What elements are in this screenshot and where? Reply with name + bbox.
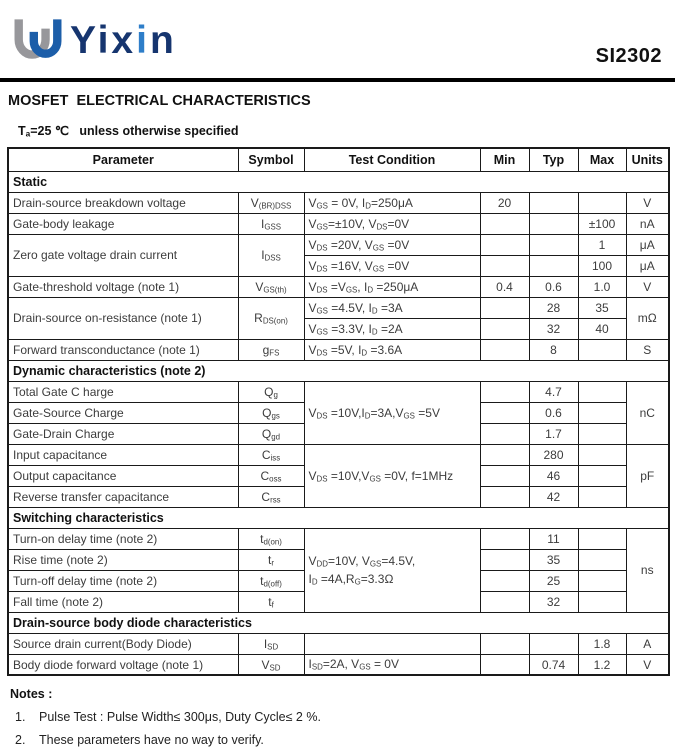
cell-units: μA — [626, 255, 669, 276]
cell-typ: 35 — [529, 549, 578, 570]
section-row — [8, 612, 669, 633]
spec-row — [8, 276, 669, 297]
cell-max — [578, 549, 626, 570]
cell-min — [480, 570, 529, 591]
cell-min — [480, 549, 529, 570]
spec-row — [8, 297, 669, 318]
cell-symbol: $Q_{gs}$ — [238, 402, 304, 423]
page-header — [0, 0, 675, 70]
cell-max: 1.8 — [578, 633, 626, 654]
part-number: SI2302 — [595, 45, 662, 67]
note-item — [10, 733, 675, 747]
cell-max: 1 — [578, 234, 626, 255]
col-header-parameter: Parameter — [8, 148, 238, 171]
cell-max — [578, 381, 626, 402]
cell-typ: 1.7 — [529, 423, 578, 444]
note-text: Pulse Test : Pulse Width≤ 300μs, Duty Cycle≤ 2 %. — [39, 710, 321, 725]
cell-min — [480, 234, 529, 255]
cell-symbol: $Q_{gd}$ — [238, 423, 304, 444]
cell-typ: 28 — [529, 297, 578, 318]
brand-letter: x — [111, 19, 137, 62]
cell-max: 40 — [578, 318, 626, 339]
section-label: Dynamic characteristics (note 2) — [8, 360, 669, 381]
cell-max — [578, 402, 626, 423]
cell-max: ±100 — [578, 213, 626, 234]
cell-cond: $V_{GS} =4.5V$, $I_D =3A$ — [304, 297, 480, 318]
cell-typ: 25 — [529, 570, 578, 591]
cell-max: 100 — [578, 255, 626, 276]
cell-units: ns — [626, 528, 669, 612]
col-header-typ: Typ — [529, 148, 578, 171]
cell-cond: $V_{GS}=\pm 10V$, $V_{DS}=0V$ — [304, 213, 480, 234]
cell-units: nC — [626, 381, 669, 444]
cell-typ: 32 — [529, 591, 578, 612]
cell-symbol: $C_{rss}$ — [238, 486, 304, 507]
cell-max — [578, 591, 626, 612]
note-item — [10, 710, 675, 724]
cell-min — [480, 423, 529, 444]
cell-cond — [304, 633, 480, 654]
cell-units: pF — [626, 444, 669, 507]
cell-min — [480, 654, 529, 675]
cell-units: S — [626, 339, 669, 360]
section-row — [8, 171, 669, 192]
brand-letter: Y — [70, 19, 98, 62]
cell-symbol: $t_{d(on)}$ — [238, 528, 304, 549]
cell-min — [480, 633, 529, 654]
cell-symbol: $V_{(BR)DSS}$ — [238, 192, 304, 213]
col-header-units: Units — [626, 148, 669, 171]
cell-cond: $V_{DS} =16V$, $V_{GS} =0V$ — [304, 255, 480, 276]
cell-symbol: $t_f$ — [238, 591, 304, 612]
note-text: These parameters have no way to verify. — [39, 733, 264, 748]
cell-param: Rise time (note 2) — [8, 549, 238, 570]
cell-typ: 32 — [529, 318, 578, 339]
cell-max: 1.0 — [578, 276, 626, 297]
cell-cond: $V_{GS} = 0V$, $I_D=250\mu A$ — [304, 192, 480, 213]
cell-units: mΩ — [626, 297, 669, 339]
cell-param: Gate-Drain Charge — [8, 423, 238, 444]
cell-max — [578, 528, 626, 549]
cell-symbol: $g_{FS}$ — [238, 339, 304, 360]
cell-param: Output capacitance — [8, 465, 238, 486]
cell-min — [480, 381, 529, 402]
cell-typ: 46 — [529, 465, 578, 486]
table-header-row — [8, 148, 669, 171]
cell-typ: 8 — [529, 339, 578, 360]
cell-max — [578, 444, 626, 465]
cell-param: Total Gate C harge — [8, 381, 238, 402]
section-row — [8, 507, 669, 528]
cell-param: Fall time (note 2) — [8, 591, 238, 612]
notes-section — [10, 687, 675, 747]
col-header-symbol: Symbol — [238, 148, 304, 171]
cell-param: Reverse transfer capacitance — [8, 486, 238, 507]
cell-min — [480, 297, 529, 318]
cell-symbol: $t_r$ — [238, 549, 304, 570]
spec-row — [8, 528, 669, 549]
cell-symbol: $C_{oss}$ — [238, 465, 304, 486]
cell-typ: 280 — [529, 444, 578, 465]
cell-max — [578, 423, 626, 444]
cell-typ: 0.6 — [529, 402, 578, 423]
cell-cond: $I_{SD}=2A$, $V_{GS} = 0V$ — [304, 654, 480, 675]
cell-cond: $V_{DS} =10V,V_{GS} =0V$, f=1MHz — [304, 444, 480, 507]
cell-min — [480, 444, 529, 465]
note-number: 1. — [15, 710, 26, 725]
col-header-max: Max — [578, 148, 626, 171]
cell-max — [578, 339, 626, 360]
spec-row — [8, 339, 669, 360]
cell-typ — [529, 192, 578, 213]
cell-cond: $V_{DS} =V_{GS}$, $I_D =250\mu A$ — [304, 276, 480, 297]
cell-max — [578, 570, 626, 591]
cell-min — [480, 591, 529, 612]
cell-min — [480, 486, 529, 507]
cell-typ: 11 — [529, 528, 578, 549]
cell-symbol: $V_{SD}$ — [238, 654, 304, 675]
cell-max — [578, 465, 626, 486]
col-header-min: Min — [480, 148, 529, 171]
cell-typ — [529, 255, 578, 276]
cell-min — [480, 318, 529, 339]
spec-row — [8, 633, 669, 654]
cell-units: V — [626, 192, 669, 213]
cell-cond: $V_{DD}=10V$, $V_{GS}=4.5V$, $I_D =4A,R_G=3.3\Omega$ — [304, 528, 480, 612]
cell-units: nA — [626, 213, 669, 234]
cell-units: V — [626, 276, 669, 297]
cell-min: 20 — [480, 192, 529, 213]
cell-units: A — [626, 633, 669, 654]
cell-min — [480, 213, 529, 234]
brand-letter: i — [136, 19, 150, 62]
cell-min — [480, 402, 529, 423]
cell-param: Input capacitance — [8, 444, 238, 465]
cell-cond: $V_{DS} =10V,I_D=3A,V_{GS} =5V$ — [304, 381, 480, 444]
cell-symbol: $C_{iss}$ — [238, 444, 304, 465]
cell-param: Drain-source breakdown voltage — [8, 192, 238, 213]
spec-row — [8, 234, 669, 255]
spec-row — [8, 444, 669, 465]
cell-param: Source drain current(Body Diode) — [8, 633, 238, 654]
page-title: MOSFET ELECTRICAL CHARACTERISTICS — [8, 93, 311, 109]
notes-title: Notes : — [10, 687, 53, 702]
cell-param: Turn-on delay time (note 2) — [8, 528, 238, 549]
cell-typ: 42 — [529, 486, 578, 507]
cell-cond: $V_{GS} =3.3V$, $I_D =2A$ — [304, 318, 480, 339]
section-label: Drain-source body diode characteristics — [8, 612, 669, 633]
cell-param: Forward transconductance (note 1) — [8, 339, 238, 360]
spec-row — [8, 381, 669, 402]
cell-param: Turn-off delay time (note 2) — [8, 570, 238, 591]
cell-param: Gate-Source Charge — [8, 402, 238, 423]
cell-param: Body diode forward voltage (note 1) — [8, 654, 238, 675]
spec-table-body — [8, 171, 669, 675]
cell-typ: 4.7 — [529, 381, 578, 402]
cell-max — [578, 486, 626, 507]
cell-min — [480, 465, 529, 486]
cell-units: V — [626, 654, 669, 675]
cell-min — [480, 255, 529, 276]
cell-min: 0.4 — [480, 276, 529, 297]
col-header-test-condition: Test Condition — [304, 148, 480, 171]
cell-param: Zero gate voltage drain current — [8, 234, 238, 276]
cell-symbol: $R_{DS(on)}$ — [238, 297, 304, 339]
cell-min — [480, 339, 529, 360]
cell-cond: $V_{DS} =5V$, $I_D =3.6A$ — [304, 339, 480, 360]
cell-symbol: $I_{GSS}$ — [238, 213, 304, 234]
spec-row — [8, 213, 669, 234]
cell-param: Gate-body leakage — [8, 213, 238, 234]
cell-param: Drain-source on-resistance (note 1) — [8, 297, 238, 339]
note-number: 2. — [15, 733, 26, 748]
cell-symbol: $Q_g$ — [238, 381, 304, 402]
brand-letter: n — [149, 19, 177, 62]
cell-param: Gate-threshold voltage (note 1) — [8, 276, 238, 297]
cell-symbol: $t_{d(off)}$ — [238, 570, 304, 591]
spec-row — [8, 192, 669, 213]
cell-max: 1.2 — [578, 654, 626, 675]
cell-typ: 0.74 — [529, 654, 578, 675]
yixin-u-logo-icon — [12, 14, 64, 70]
test-condition-note: $T_a=25$ ℃ unless otherwise specified — [18, 124, 239, 139]
section-label: Static — [8, 171, 669, 192]
cell-max — [578, 192, 626, 213]
spec-row — [8, 654, 669, 675]
header-divider — [0, 78, 675, 82]
cell-symbol: $I_{DSS}$ — [238, 234, 304, 276]
cell-symbol: $I_{SD}$ — [238, 633, 304, 654]
cell-typ — [529, 213, 578, 234]
cell-typ — [529, 234, 578, 255]
brand-wordmark — [70, 14, 177, 68]
cell-min — [480, 528, 529, 549]
cell-cond: $V_{DS} =20V$, $V_{GS} =0V$ — [304, 234, 480, 255]
brand-logo — [12, 14, 177, 70]
section-row — [8, 360, 669, 381]
brand-letter: i — [97, 19, 112, 62]
cell-typ — [529, 633, 578, 654]
cell-max: 35 — [578, 297, 626, 318]
cell-symbol: $V_{GS(th)}$ — [238, 276, 304, 297]
cell-units: μA — [626, 234, 669, 255]
electrical-characteristics-table — [7, 147, 670, 676]
section-label: Switching characteristics — [8, 507, 669, 528]
cell-typ: 0.6 — [529, 276, 578, 297]
